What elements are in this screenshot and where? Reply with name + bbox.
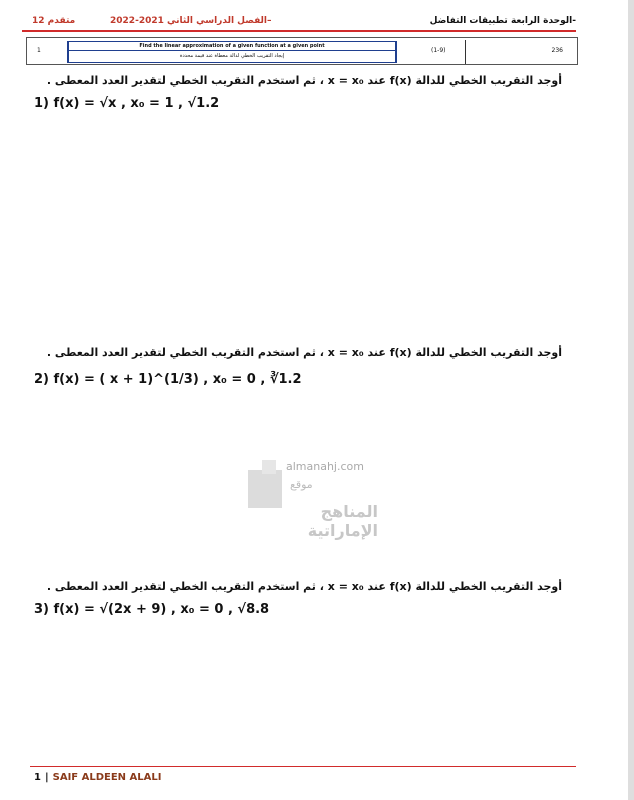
- footer-divider: [30, 766, 576, 767]
- footer-separator: |: [44, 772, 49, 783]
- header-divider: [22, 30, 576, 32]
- footer-page-number: 1: [34, 772, 41, 783]
- watermark-line1: موقع: [290, 478, 313, 491]
- watermark-logo: [238, 458, 378, 538]
- watermark-url: almanahj.com: [286, 460, 364, 473]
- watermark-block-small: [262, 460, 276, 474]
- grade-label: 12 متقدم: [32, 16, 76, 26]
- page-edge: [628, 0, 634, 800]
- problem-2-statement: 2) f(x) = ( x + 1)^(1/3) , x₀ = 0 , ∛1.2: [34, 372, 302, 387]
- page-footer: [34, 772, 161, 783]
- problem-1-statement: 1) f(x) = √x , x₀ = 1 , √1.2: [34, 96, 220, 111]
- lesson-title-ar: إيجاد التقريب الخطي لدالة معطاة عند قيمة محددة: [179, 53, 285, 59]
- lesson-number: 1: [37, 47, 41, 54]
- lesson-title-box: [67, 41, 397, 63]
- problem-2-instruction: أوجد التقريب الخطي للدالة f(x) عند x = x₀ ، ثم استخدم التقريب الخطي لتقدير العدد المعطى .: [46, 346, 562, 359]
- semester-label: الفصل الدراسي الثاني 2021-2022–: [110, 16, 272, 26]
- problem-1-instruction: أوجد التقريب الخطي للدالة f(x) عند x = x₀ ، ثم استخدم التقريب الخطي لتقدير العدد المعطى .: [46, 74, 562, 87]
- lesson-title-divider: [69, 50, 395, 51]
- footer-author: SAIF ALDEEN ALALI: [52, 772, 162, 783]
- lesson-box: [26, 37, 578, 65]
- lesson-range: (1-9): [431, 47, 446, 54]
- lesson-title-en: Find the linear approximation of a given function at a given point: [139, 43, 325, 49]
- lesson-cell-divider: [465, 40, 466, 64]
- problem-3-statement: 3) f(x) = √(2x + 9) , x₀ = 0 , √8.8: [34, 602, 270, 617]
- problem-3-instruction: أوجد التقريب الخطي للدالة f(x) عند x = x₀ ، ثم استخدم التقريب الخطي لتقدير العدد المعطى .: [46, 580, 562, 593]
- watermark-line2: المناهج الإماراتية: [307, 502, 378, 540]
- unit-title: -الوحدة الرابعة تطبيقات التفاضل: [429, 16, 576, 26]
- lesson-page: 236: [551, 47, 563, 54]
